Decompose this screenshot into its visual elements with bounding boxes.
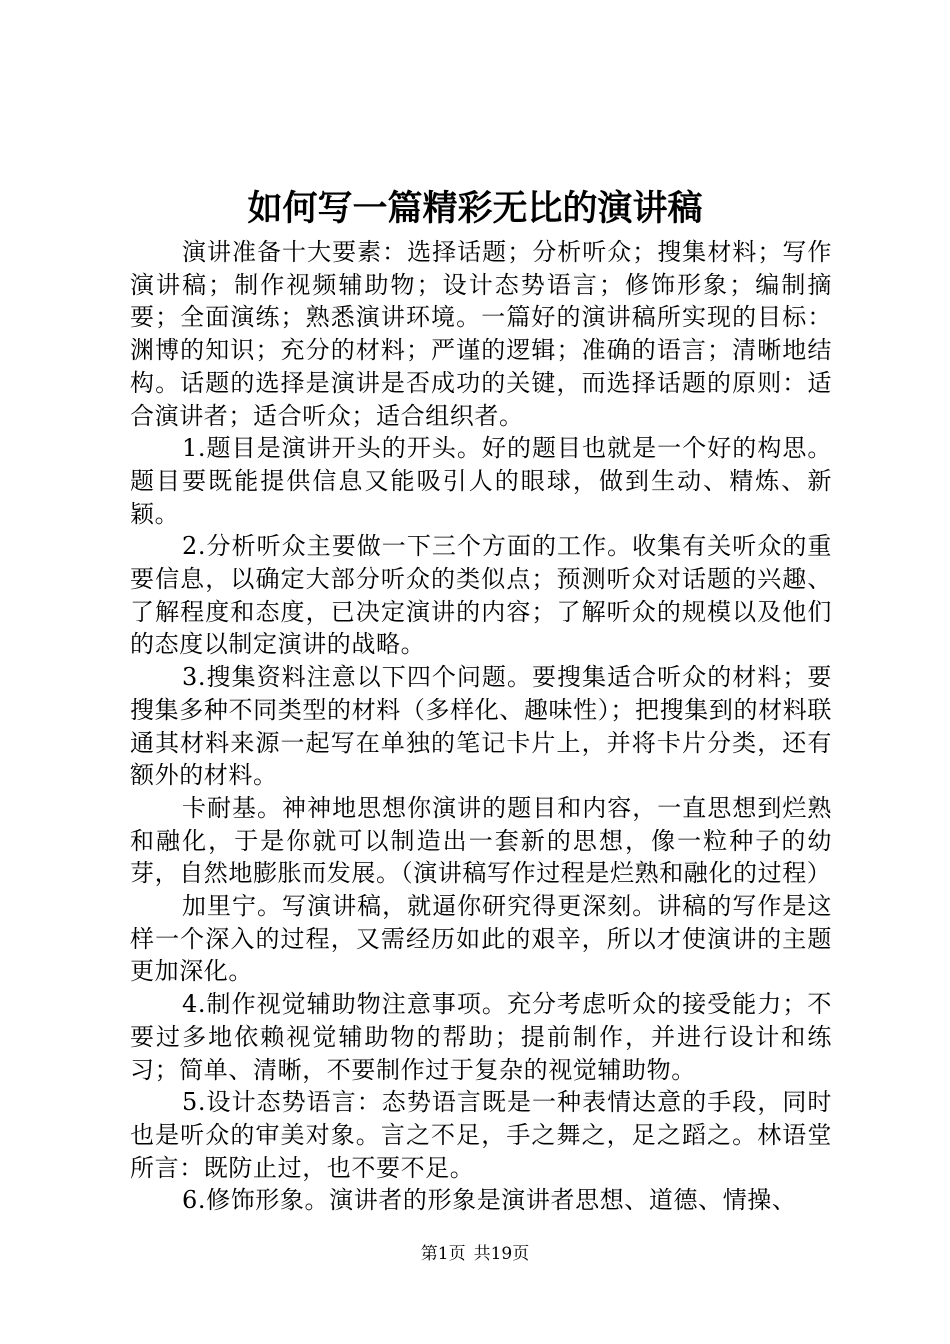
page-footer — [0, 1242, 950, 1266]
document-title: 如何写一篇精彩无比的演讲稿 — [247, 188, 703, 229]
page-total: 共19页 — [473, 1244, 530, 1264]
paragraph-2-audience: 2.分析听众主要做一下三个方面的工作。收集有关听众的重要信息，以确定大部分听众的类似点；预测听众对话题的兴趣、了解程度和态度，已决定演讲的内容；了解听众的规模以及他们的态度以制定演讲的战略。 — [130, 532, 832, 659]
document-body — [130, 236, 832, 1217]
paragraph-intro: 演讲准备十大要素：选择话题；分析听众；搜集材料；写作演讲稿；制作视频辅助物；设计态势语言；修饰形象；编制摘要；全面演练；熟悉演讲环境。一篇好的演讲稿所实现的目标：渊博的知识；充分的材料；严谨的逻辑；准确的语言；清晰地结构。话题的选择是演讲是否成功的关键，而选择话题的原则：适合演讲者；适合听众；适合组织者。 — [130, 238, 832, 430]
paragraph-1-title: 1.题目是演讲开头的开头。好的题目也就是一个好的构思。题目要既能提供信息又能吸引人的眼球，做到生动、精炼、新颖。 — [130, 434, 832, 528]
paragraph-3-materials: 3.搜集资料注意以下四个问题。要搜集适合听众的材料；要搜集多种不同类型的材料（多样化、趣味性）；把搜集到的材料联通其材料来源一起写在单独的笔记卡片上，并将卡片分类，还有额外的材料。 — [130, 663, 832, 790]
paragraph-4-visual-aids: 4.制作视觉辅助物注意事项。充分考虑听众的接受能力；不要过多地依赖视觉辅助物的帮助；提前制作，并进行设计和练习；简单、清晰，不要制作过于复杂的视觉辅助物。 — [130, 990, 832, 1084]
paragraph-carnegie: 卡耐基。神神地思想你演讲的题目和内容，一直思想到烂熟和融化，于是你就可以制造出一套新的思想，像一粒种子的幼芽，自然地膨胀而发展。（演讲稿写作过程是烂熟和融化的过程） — [130, 793, 832, 888]
paragraph-5-body-language: 5.设计态势语言：态势语言既是一种表情达意的手段，同时也是听众的审美对象。言之不足，手之舞之，足之蹈之。林语堂所言：既防止过，也不要不足。 — [130, 1088, 832, 1182]
page-number: 第1页 — [420, 1244, 466, 1264]
paragraph-kalinin: 加里宁。写演讲稿，就逼你研究得更深刻。讲稿的写作是这样一个深入的过程，又需经历如此的艰辛，所以才使演讲的主题更加深化。 — [130, 892, 832, 986]
paragraph-6-appearance: 6.修饰形象。演讲者的形象是演讲者思想、道德、情操、 — [182, 1186, 797, 1215]
